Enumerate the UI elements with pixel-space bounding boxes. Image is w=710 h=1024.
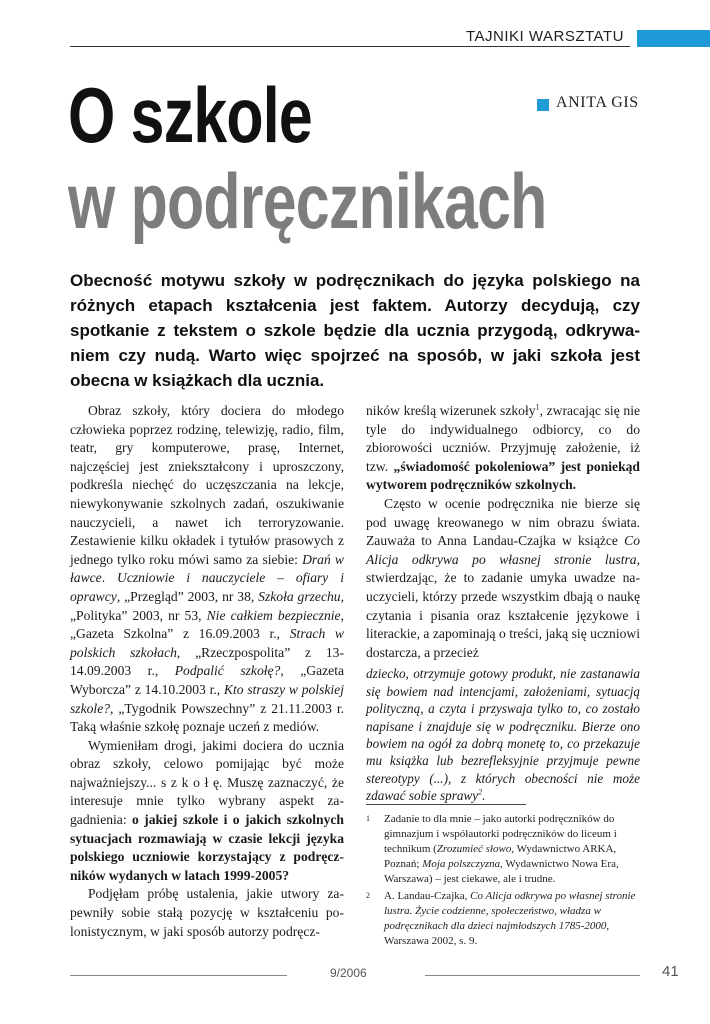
- footnote: 1 Zadanie to dla mnie – jako autorki podręczników do gimnazjum i współautorki podręczników do liceum i technikum (Zrozumieć słowo, Wydawnictwo ARKA, Poznań; Moja polszczyzna, Wydawnictwo Nowa Era, Warszawa) – jest ciekawe, ale i trudne.: [366, 813, 619, 885]
- cited-title: Uczniowie i nauczyciele – ofiary i oprawcy: [70, 570, 345, 604]
- author-marker-icon: [537, 99, 549, 111]
- article-title-line-2: w podręcznikach: [68, 157, 547, 245]
- footnote: 2 A. Landau-Czajka, Co Alicja odkrywa po własnej stronie lustra. Życie codzienne, społeczeństwo, władza w podręcznikach dla dzieci najmłodszych 1785-2000, Warszawa 2002, s. 9.: [366, 890, 636, 947]
- author-name: ANITA GIS: [556, 94, 639, 111]
- footer-rule: [425, 975, 640, 976]
- page-number: 41: [662, 963, 679, 980]
- cited-title: Kto straszy w polskiej szkole?: [70, 681, 344, 716]
- cited-title: Co Alicja odkrywa po własnej stronie lustra: [366, 533, 640, 567]
- footnote-rule: [366, 804, 526, 805]
- cited-title: Strach w polskich szkołach: [70, 626, 344, 660]
- paragraph: Często w ocenie podręcznika nie bierze się pod uwagę kreowanego w nim obrazu świata. Zauważa to Anna Landau-Czajka w książce Co Alicja odkrywa po własnej stronie lustra, stwierdzając, że to zadanie umyka uwadze nauczycieli, którzy przede wszystkim dbają o naukę czytania i pisania oraz kształcenie językowe i literackie, a zapominają o treści, jaką się uczniowi dostarcza, a przecież: [366, 495, 640, 660]
- paragraph: Obraz szkoły, który dociera do młodego człowieka poprzez rodzinę, telewizję, radio, film, teatr, gry komputerowe, prasę, Internet, najczęściej jest zniekształcony i uproszczony, podkreśla niechęć do uczęszczania na lekcje, niewykonywanie szkolnych zadań, oszukiwanie nauczycieli, a nawet ich terroryzowanie. Zestawienie kilku okładek i tytułów prasowych z jednego tylko roku mówi samo za siebie: Drań w ławce. Uczniowie i nauczyciele – ofiary i oprawcy, „Przegląd” 2003, nr 38, Szkoła grzechu, „Polityka” 2003, nr 53, Nie całkiem bezpiecznie, „Gazeta Szkolna” z 16.09.2003 r., Strach w polskich szkołach, „Rzeczpospolita” z 13-14.09.2003 r., Podpalić szkołę?, „Gazeta Wyborcza” z 14.10.2003 r., Kto straszy w polskiej szkole?, „Tygodnik Powszechny” z 21.11.2003 r. Taką właśnie szkołę poznaje uczeń z mediów.: [70, 403, 345, 735]
- footnotes: [366, 812, 640, 951]
- paragraph: ników kreślą wizerunek szkoły$^1$, zwracając się nie tyle do indywidualnego odbiorcy, co do zbiorowości uczniów. Przyjmuję założenie, iż tzw. „świadomość pokoleniowa” jest poniekąd wytworem podręczników szkolnych.: [366, 402, 640, 493]
- footnote-ref: 2: [478, 787, 483, 797]
- block-quote: dziecko, otrzymuje gotowy produkt, nie zastanawia się bowiem nad intencjami, założeniami, sytuacją polityczną, a czyta i przyswaja tylko to, co zostało napisane i znajduje się w podręczniku. Bierze ono bowiem na ogół za dobrą monetę to, co przekazuje mu książka lub bezrefleksyjnie przyjmuje pewne stereotypy (...), z których obecności nie może zdawać sobie sprawy$^2$.: [366, 666, 640, 804]
- header-accent-block: [637, 30, 710, 47]
- thesis-statement: „świadomość pokoleniowa” jest poniekąd wytworem podręczników szkolnych.: [366, 458, 640, 493]
- body-column-left: [70, 402, 344, 941]
- cited-title: Podpalić szkołę?: [174, 663, 281, 679]
- lead-paragraph: Obecność motywu szkoły w podręcznikach do języka polskiego na różnych etapach kształcenia jest faktem. Autorzy decydują, czy spotkanie z tekstem o szkole będzie dla ucznia przygodą, odkrywaniem czy nudą. Warto więc spojrzeć na sposób, w jaki szkoła jest obecna w książkach dla ucznia.: [70, 271, 640, 390]
- footer-rule: [70, 975, 287, 976]
- footnote-number: 1: [366, 814, 370, 823]
- issue-number: 9/2006: [330, 966, 367, 980]
- paragraph: Podjęłam próbę ustalenia, jakie utwory zapewniły sobie stałą pozycję w kształceniu polonistycznym, w jaki sposób autorzy podręcz-: [70, 886, 344, 939]
- paragraph: Wymieniłam drogi, jakimi dociera do ucznia obraz szkoły, celowo pomijając być może najważniejszy... s z k o ł ę. Muszę zaznaczyć, że interesuje mnie tylko wybrany aspekt zagadnienia: o jakiej szkole i o jakich szkolnych sytuacjach rozmawiają w czasie lekcji języka polskiego uczniowie korzystający z podręczników wydanych w latach 1999-2005?: [70, 737, 344, 883]
- cited-title: Szkoła grzechu: [258, 588, 341, 604]
- header-rule: [70, 46, 630, 47]
- cited-title: Nie całkiem bezpiecznie: [206, 607, 341, 623]
- article-title-line-1: O szkole: [68, 71, 312, 159]
- research-question: o jakiej szkole i o jakich szkolnych sytuacjach rozmawiają w czasie lekcji języka polskiego uczniowie korzystający z podręczników wydanych w latach 1999-2005?: [70, 812, 344, 883]
- body-column-right: [366, 402, 640, 805]
- footnote-ref: 1: [535, 402, 540, 412]
- cited-title: Drań w ławce: [70, 551, 344, 586]
- footnote-number: 2: [366, 891, 370, 900]
- section-label: TAJNIKI WARSZTATU: [466, 28, 624, 45]
